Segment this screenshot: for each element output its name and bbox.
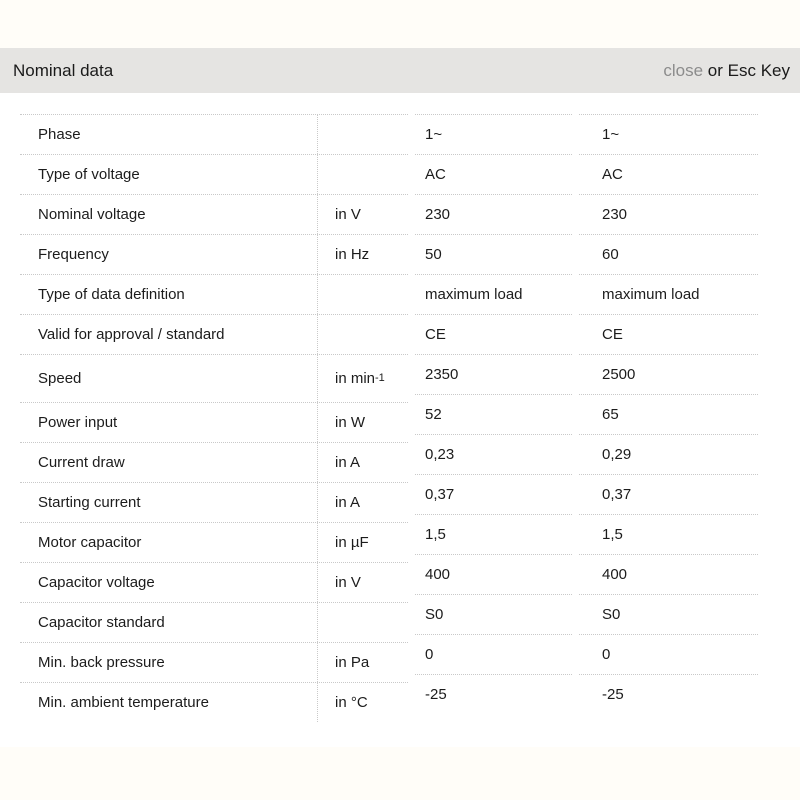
row-value-1: AC <box>425 166 446 183</box>
row-value-1: 400 <box>425 566 451 583</box>
value-row <box>415 394 572 434</box>
value-row <box>415 554 572 594</box>
row-value-1: 1~ <box>425 126 443 143</box>
row-unit <box>317 643 408 682</box>
table-row <box>20 154 408 194</box>
value-row <box>415 354 572 394</box>
row-value-2: 1~ <box>602 126 620 143</box>
value-row <box>579 594 758 634</box>
row-label: Min. back pressure <box>38 654 165 671</box>
row-unit <box>317 355 408 402</box>
value-row <box>415 434 572 474</box>
row-unit <box>317 115 408 154</box>
row-value-2: 400 <box>602 566 628 583</box>
row-unit <box>317 523 408 562</box>
table-row <box>20 482 408 522</box>
row-unit-text: in µF <box>335 534 369 551</box>
table-row <box>20 274 408 314</box>
row-unit <box>317 155 408 194</box>
value-row <box>415 514 572 554</box>
value-row <box>579 514 758 554</box>
row-label: Phase <box>38 126 81 143</box>
value-row <box>579 474 758 514</box>
value-row <box>415 474 572 514</box>
row-value-2: 60 <box>602 246 619 263</box>
table-row <box>20 114 408 154</box>
table-row <box>20 602 408 642</box>
row-value-2: CE <box>602 326 623 343</box>
row-unit <box>317 483 408 522</box>
value-row <box>579 234 758 274</box>
row-value-2: 0,37 <box>602 486 632 503</box>
row-unit-text: in A <box>335 494 361 511</box>
value-row <box>415 234 572 274</box>
row-unit <box>317 315 408 354</box>
row-label: Nominal voltage <box>38 206 146 223</box>
row-unit-text: in Hz <box>335 246 370 263</box>
row-unit <box>317 275 408 314</box>
row-unit <box>317 603 408 642</box>
value-row <box>579 154 758 194</box>
modal-title: Nominal data <box>13 60 114 80</box>
row-value-2: AC <box>602 166 623 183</box>
value-row <box>415 274 572 314</box>
row-value-1: 0,37 <box>425 486 455 503</box>
row-label: Capacitor voltage <box>38 574 155 591</box>
row-value-1: -25 <box>425 686 447 703</box>
row-value-2: 65 <box>602 406 619 423</box>
row-unit-text: in W <box>335 414 365 431</box>
row-label: Current draw <box>38 454 125 471</box>
close-link[interactable]: close <box>663 60 704 80</box>
row-value-1: 0,23 <box>425 446 455 463</box>
row-label: Type of data definition <box>38 286 185 303</box>
row-label: Min. ambient temperature <box>38 694 209 711</box>
value-row <box>415 674 572 714</box>
row-value-1: 2350 <box>425 366 459 383</box>
row-value-1: CE <box>425 326 446 343</box>
row-unit-text: in °C <box>335 694 368 711</box>
row-value-2: 2500 <box>602 366 636 383</box>
row-unit <box>317 563 408 602</box>
label-unit-column <box>20 114 408 722</box>
row-unit <box>317 683 408 722</box>
row-unit-text: in Pa <box>335 654 370 671</box>
value-row <box>579 394 758 434</box>
row-label: Motor capacitor <box>38 534 142 551</box>
modal-close-hint <box>663 61 800 81</box>
row-value-1: 230 <box>425 206 451 223</box>
row-value-2: -25 <box>602 686 624 703</box>
values-column-60hz <box>579 114 758 714</box>
row-unit-text: in V <box>335 206 361 223</box>
row-value-2: 1,5 <box>602 526 623 543</box>
table-row <box>20 234 408 274</box>
modal-header <box>0 48 800 93</box>
value-row <box>579 354 758 394</box>
value-row <box>415 634 572 674</box>
row-value-1: 0 <box>425 646 434 663</box>
row-label: Starting current <box>38 494 141 511</box>
table-row <box>20 402 408 442</box>
row-value-2: maximum load <box>602 286 700 303</box>
table-row <box>20 522 408 562</box>
row-value-2: S0 <box>602 606 621 623</box>
row-value-2: 0,29 <box>602 446 632 463</box>
row-label: Capacitor standard <box>38 614 165 631</box>
values-column-50hz <box>415 114 572 714</box>
row-unit-text: in A <box>335 454 361 471</box>
table-row <box>20 562 408 602</box>
row-value-1: 50 <box>425 246 442 263</box>
value-row <box>415 314 572 354</box>
table-row <box>20 682 408 722</box>
value-row <box>415 154 572 194</box>
value-row <box>579 634 758 674</box>
value-row <box>579 554 758 594</box>
row-unit <box>317 443 408 482</box>
row-value-2: 230 <box>602 206 628 223</box>
close-hint-suffix: or Esc Key <box>703 60 790 80</box>
value-row <box>579 314 758 354</box>
value-row <box>579 114 758 154</box>
row-unit-text: in V <box>335 574 361 591</box>
value-row <box>415 594 572 634</box>
value-row <box>579 434 758 474</box>
table-row <box>20 442 408 482</box>
table-row <box>20 314 408 354</box>
row-value-1: 52 <box>425 406 442 423</box>
value-row <box>579 274 758 314</box>
row-unit <box>317 403 408 442</box>
row-unit-text: in min <box>335 370 376 387</box>
row-value-1: maximum load <box>425 286 523 303</box>
row-label: Valid for approval / standard <box>38 326 225 343</box>
value-row <box>579 674 758 714</box>
table-row <box>20 354 408 402</box>
nominal-data-table <box>20 93 800 722</box>
table-row <box>20 642 408 682</box>
row-value-1: S0 <box>425 606 444 623</box>
row-value-1: 1,5 <box>425 526 446 543</box>
modal-body <box>0 93 800 747</box>
row-label: Speed <box>38 370 82 387</box>
table-row <box>20 194 408 234</box>
row-label: Frequency <box>38 246 109 263</box>
row-label: Type of voltage <box>38 166 140 183</box>
value-row <box>415 114 572 154</box>
row-unit-superscript: -1 <box>375 372 385 384</box>
row-unit <box>317 195 408 234</box>
row-value-2: 0 <box>602 646 611 663</box>
value-row <box>579 194 758 234</box>
row-label: Power input <box>38 414 118 431</box>
value-row <box>415 194 572 234</box>
row-unit <box>317 235 408 274</box>
